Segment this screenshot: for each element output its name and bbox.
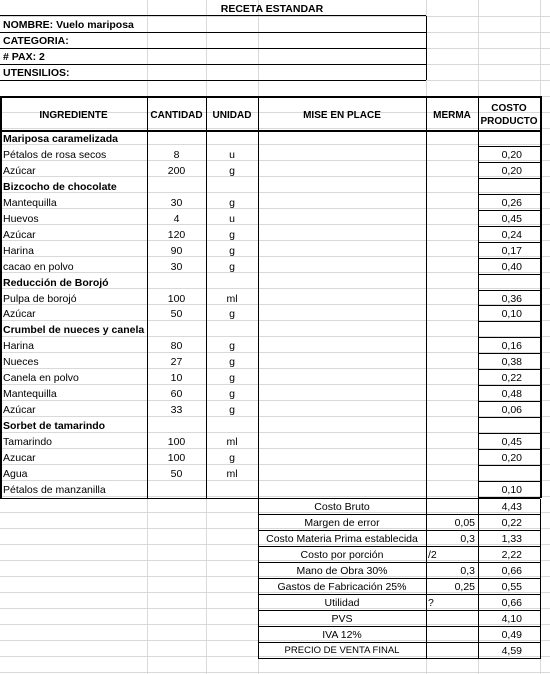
summary-line xyxy=(258,658,540,659)
summary-factor: 0,25 xyxy=(454,580,475,593)
summary-factor: 0,05 xyxy=(454,516,475,529)
ingredient-name: Azúcar xyxy=(3,308,36,321)
cost: 0,22 xyxy=(501,372,522,385)
ingredient-name: Pétalos de manzanilla xyxy=(3,483,106,496)
grid-row-line xyxy=(0,448,550,449)
title-line xyxy=(0,15,426,16)
quantity: 50 xyxy=(170,308,183,321)
grid-row-line xyxy=(0,480,550,481)
unit: g xyxy=(229,228,235,241)
summary-label: Margen de error xyxy=(304,516,380,529)
cost-line xyxy=(478,274,540,275)
summary-vborder-2 xyxy=(478,499,479,659)
quantity: 60 xyxy=(170,388,183,401)
section-title: Bizcocho de chocolate xyxy=(3,180,117,193)
table-vborder-5 xyxy=(478,96,479,498)
cost: 0,10 xyxy=(501,483,522,496)
header-cantidad: CANTIDAD xyxy=(150,109,203,121)
summary-label: Costo Bruto xyxy=(314,500,370,513)
unit: u xyxy=(229,212,235,225)
cost: 0,16 xyxy=(501,340,522,353)
header-mise: MISE EN PLACE xyxy=(303,109,381,121)
summary-label: Utilidad xyxy=(324,596,360,609)
unit: u xyxy=(229,148,235,161)
cost: 0,17 xyxy=(501,244,522,257)
summary-value: 4,10 xyxy=(501,612,522,625)
grid-row-line xyxy=(0,208,550,209)
recipe-title: RECETA ESTANDAR xyxy=(220,3,324,15)
ingredient-name: Mantequilla xyxy=(3,388,57,401)
quantity: 80 xyxy=(170,340,183,353)
quantity: 10 xyxy=(170,372,183,385)
header-ingrediente: INGREDIENTE xyxy=(39,109,108,121)
ingredient-name: Harina xyxy=(3,340,34,353)
summary-factor: /2 xyxy=(428,548,437,561)
ingredient-name: Azúcar xyxy=(3,404,36,417)
grid-row-line xyxy=(0,400,550,401)
ingredient-name: Nueces xyxy=(3,356,39,369)
quantity: 30 xyxy=(170,260,183,273)
summary-label: Costo por porción xyxy=(300,548,384,561)
meta-right-border xyxy=(426,16,427,80)
section-title: Reducción de Borojó xyxy=(3,276,109,289)
summary-value: 1,33 xyxy=(501,532,522,545)
cost: 0,45 xyxy=(501,212,522,225)
summary-label: PRECIO DE VENTA FINAL xyxy=(284,644,400,656)
meta-3: UTENSILIOS: xyxy=(3,67,70,79)
grid-row-line xyxy=(0,176,550,177)
section-title: Sorbet de tamarindo xyxy=(3,420,106,433)
table-vborder-2 xyxy=(206,96,207,498)
ingredient-name: Azucar xyxy=(3,452,36,464)
cost-line xyxy=(478,321,540,322)
summary-label: PVS xyxy=(331,612,353,625)
summary-value: 4,59 xyxy=(501,644,522,657)
cost: 0,20 xyxy=(501,164,522,177)
quantity: 8 xyxy=(173,148,180,161)
cost: 0,45 xyxy=(501,436,522,449)
summary-factor: ? xyxy=(428,596,434,609)
ingredient-name: Pulpa de borojó xyxy=(3,292,77,305)
grid-row-line xyxy=(0,272,550,273)
quantity: 50 xyxy=(170,467,183,480)
quantity: 90 xyxy=(170,244,183,257)
cost: 0,36 xyxy=(501,292,522,305)
cost-line xyxy=(478,178,540,179)
quantity: 120 xyxy=(167,228,186,241)
ingredient-name: Agua xyxy=(3,467,28,480)
header-unidad: UNIDAD xyxy=(212,109,252,121)
meta-0: NOMBRE: Vuelo mariposa xyxy=(3,19,134,31)
cost: 0,26 xyxy=(501,196,522,209)
unit: g xyxy=(229,164,235,177)
unit: g xyxy=(229,356,235,369)
unit: g xyxy=(229,388,235,401)
quantity: 4 xyxy=(173,212,180,225)
cost: 0,24 xyxy=(501,228,522,241)
ingredient-name: Canela en polvo xyxy=(3,372,79,385)
summary-label: Costo Materia Prima establecida xyxy=(266,532,418,545)
quantity: 33 xyxy=(170,404,183,417)
summary-factor: 0,3 xyxy=(460,564,475,577)
summary-factor: 0,3 xyxy=(460,532,475,545)
ingredient-name: Harina xyxy=(3,244,34,257)
unit: g xyxy=(229,260,235,273)
section-title: Crumbel de nueces y canela xyxy=(3,324,145,337)
ingredient-name: Azúcar xyxy=(3,228,36,241)
cost: 0,20 xyxy=(501,148,522,161)
summary-vborder-1 xyxy=(426,499,427,659)
cost: 0,38 xyxy=(501,356,522,369)
summary-label: IVA 12% xyxy=(322,628,362,641)
header-merma: MERMA xyxy=(433,109,471,121)
grid-row-line xyxy=(0,464,550,465)
cost: 0,06 xyxy=(501,404,522,417)
summary-value: 0,22 xyxy=(501,516,522,529)
cost: 0,40 xyxy=(501,260,522,273)
ingredient-name: Tamarindo xyxy=(3,436,53,449)
grid-row-line xyxy=(0,304,550,305)
summary-value: 0,49 xyxy=(501,628,522,641)
meta-1: CATEGORIA: xyxy=(3,35,69,47)
summary-vborder-3 xyxy=(540,499,541,659)
meta-2: # PAX: 2 xyxy=(3,51,45,63)
summary-value: 2,22 xyxy=(501,548,522,561)
unit: g xyxy=(229,244,235,257)
quantity: 100 xyxy=(167,292,186,305)
summary-label: Gastos de Fabricación 25% xyxy=(277,580,407,593)
grid-row-line xyxy=(0,224,550,225)
ingredient-name: Azúcar xyxy=(3,164,36,177)
table-vborder-4 xyxy=(426,96,427,498)
summary-value: 0,66 xyxy=(501,596,522,609)
unit: g xyxy=(229,372,235,385)
quantity: 30 xyxy=(170,196,183,209)
unit: ml xyxy=(226,292,238,305)
unit: ml xyxy=(226,436,238,449)
cost: 0,20 xyxy=(501,452,522,464)
unit: g xyxy=(229,308,235,321)
grid-row-line xyxy=(0,368,550,369)
summary-label: Mano de Obra 30% xyxy=(296,564,388,577)
meta-line xyxy=(0,48,426,49)
ingredient-name: Mantequilla xyxy=(3,196,57,209)
summary-value: 0,55 xyxy=(501,580,522,593)
summary-value: 4,43 xyxy=(501,500,522,513)
unit: ml xyxy=(226,467,238,480)
unit: g xyxy=(229,404,235,417)
cost-line xyxy=(478,465,540,466)
header-costo: COSTO PRODUCTO xyxy=(480,103,538,127)
grid-row-line xyxy=(0,320,550,321)
table-vborder-1 xyxy=(147,96,148,498)
grid-row-line xyxy=(0,256,550,257)
table-vborder-3 xyxy=(258,96,259,498)
grid-row-line xyxy=(0,672,550,673)
table-vborder-6 xyxy=(540,96,542,498)
quantity: 100 xyxy=(167,436,186,449)
quantity: 200 xyxy=(167,164,186,177)
quantity: 100 xyxy=(167,452,186,464)
quantity: 27 xyxy=(170,356,183,369)
grid-row-line xyxy=(0,384,550,385)
unit: g xyxy=(229,452,235,464)
ingredient-name: cacao en polvo xyxy=(3,260,74,273)
cost: 0,10 xyxy=(501,308,522,321)
unit: g xyxy=(229,196,235,209)
cost: 0,48 xyxy=(501,388,522,401)
ingredient-name: Huevos xyxy=(3,212,39,225)
cost-line xyxy=(478,417,540,418)
grid-row-line xyxy=(0,416,550,417)
unit: g xyxy=(229,340,235,353)
summary-vborder-0 xyxy=(258,499,259,659)
grid-row-line xyxy=(0,240,550,241)
table-vborder-0 xyxy=(0,96,2,498)
meta-line xyxy=(0,80,426,81)
grid-row-line xyxy=(0,352,550,353)
summary-value: 0,66 xyxy=(501,564,522,577)
ingredient-name: Pétalos de rosa secos xyxy=(3,148,107,161)
section-title: Mariposa caramelizada xyxy=(3,133,118,145)
